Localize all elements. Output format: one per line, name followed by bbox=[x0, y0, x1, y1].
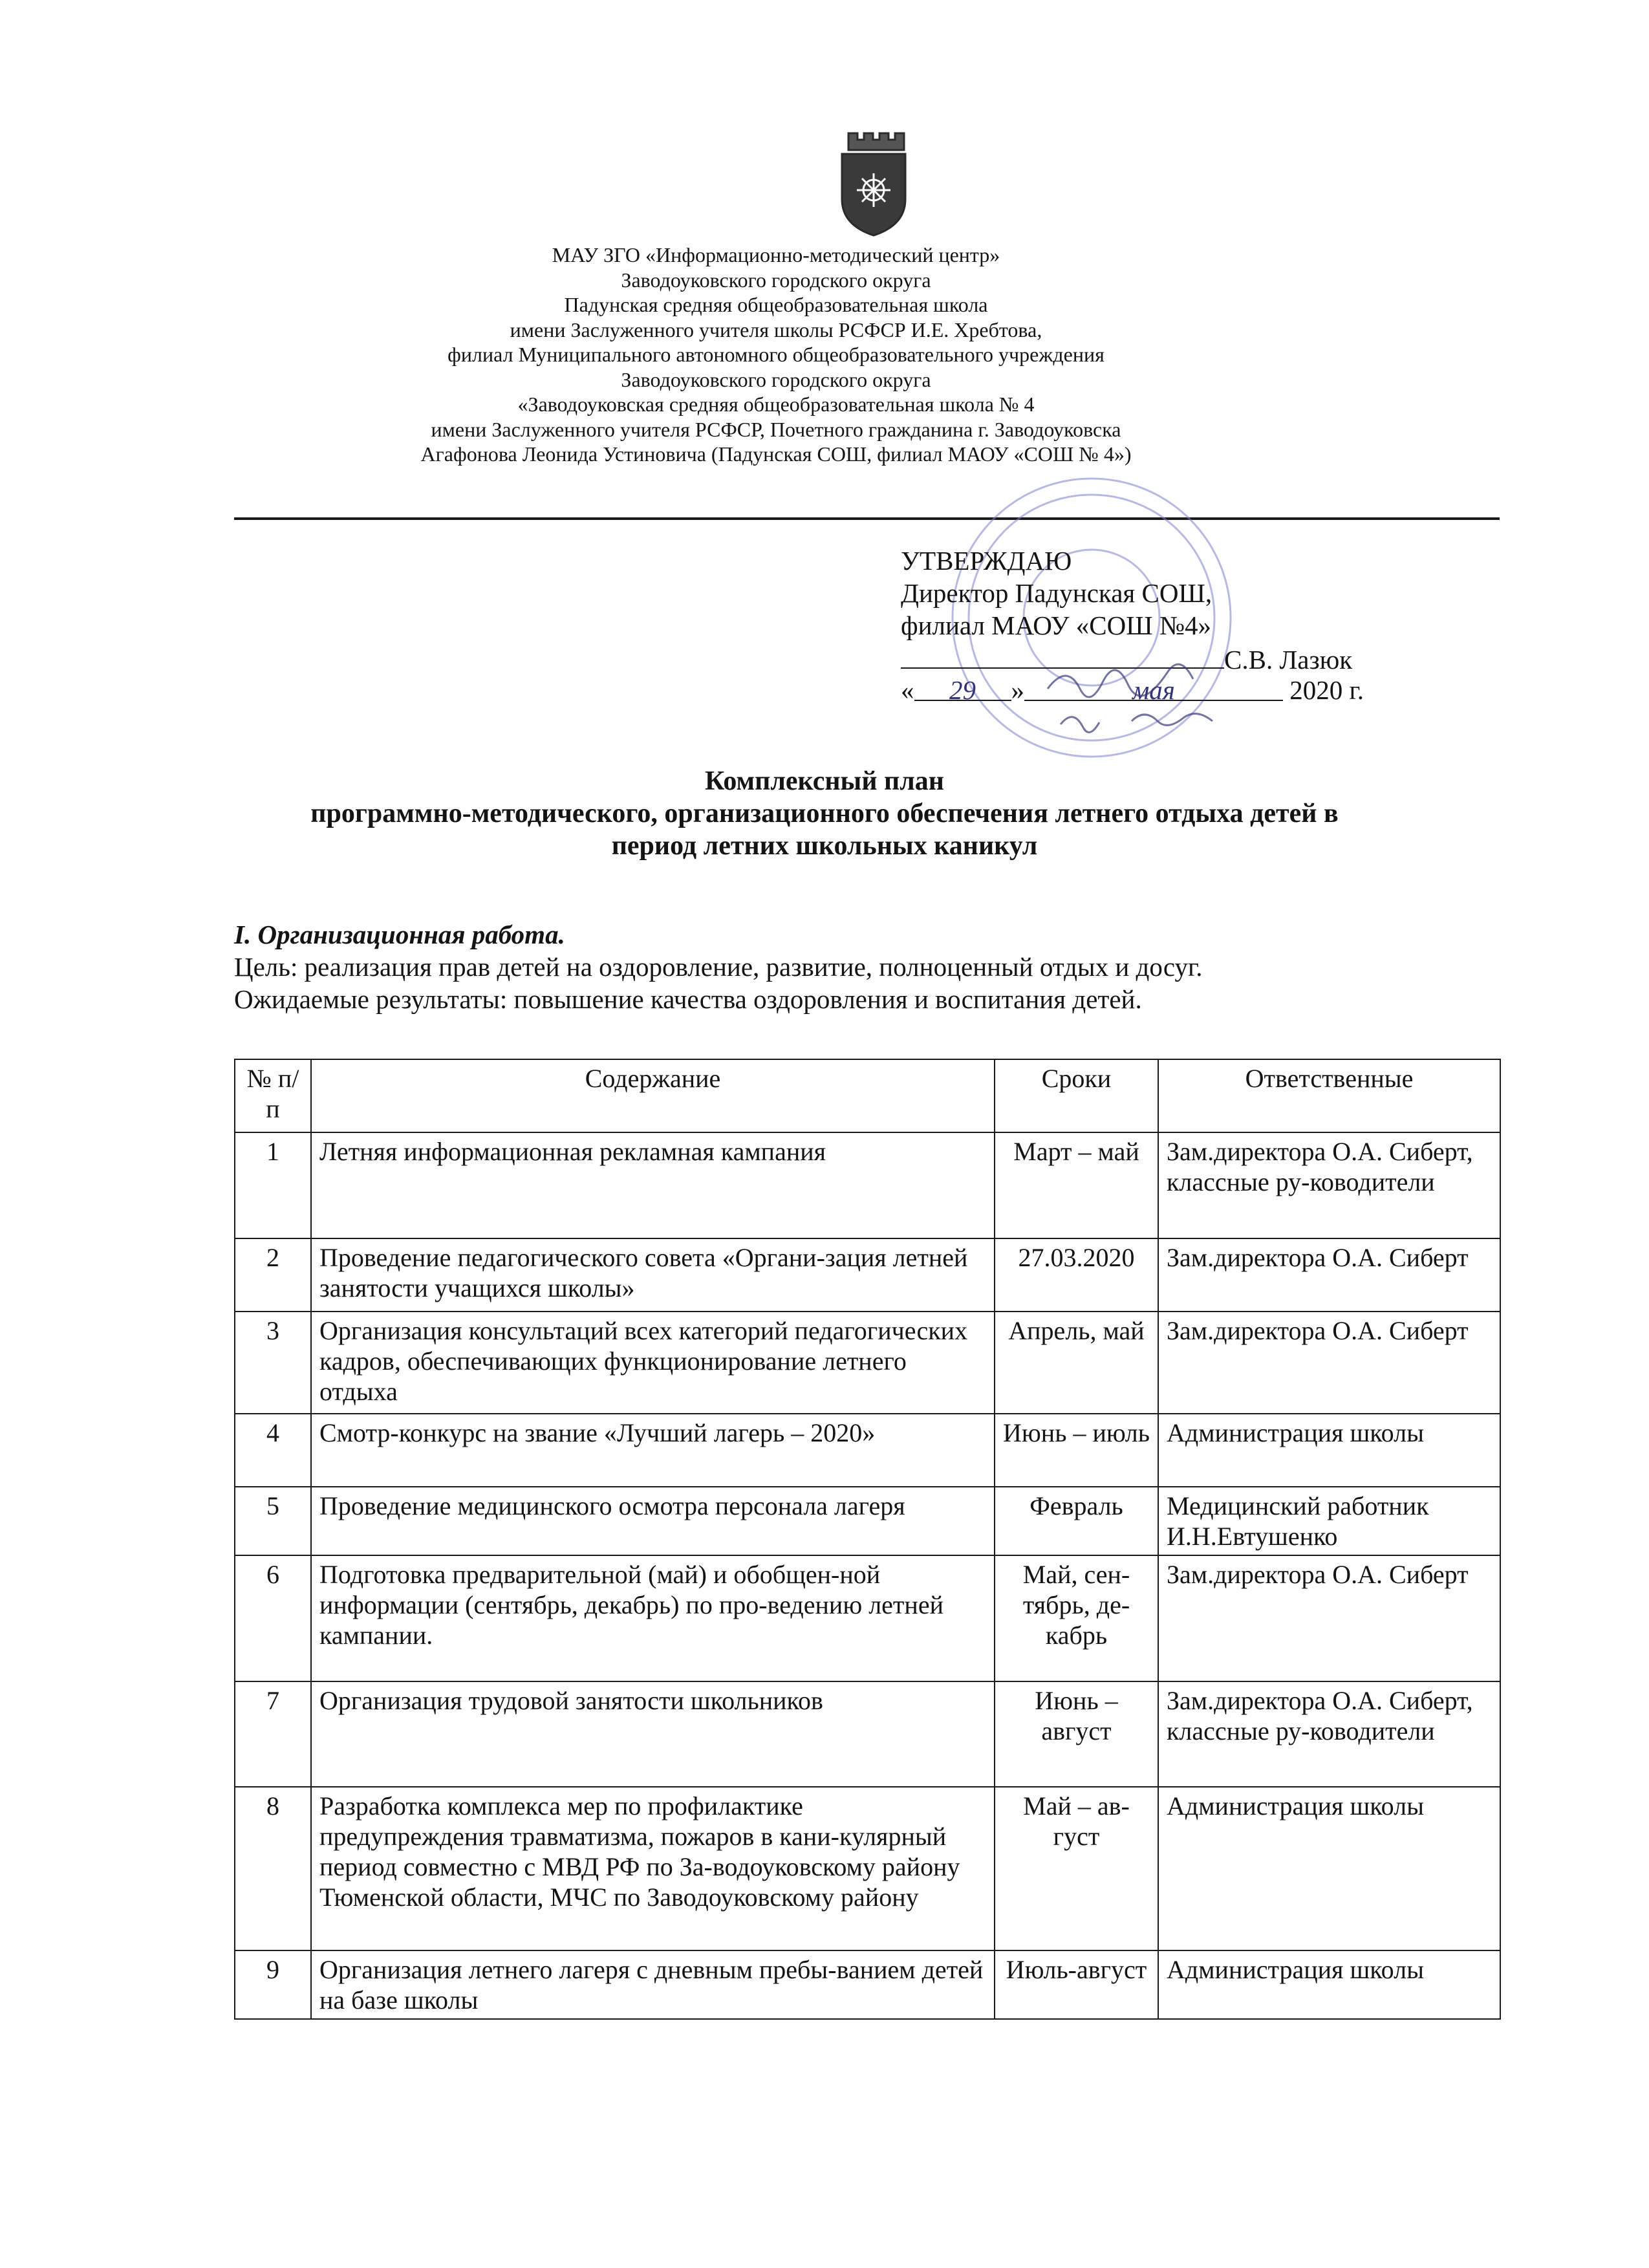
row-num: 3 bbox=[235, 1312, 311, 1414]
row-content: Организация трудовой занятости школьников bbox=[311, 1681, 995, 1787]
table-row bbox=[235, 1132, 1500, 1238]
row-date: Март – май bbox=[995, 1132, 1158, 1238]
coat-of-arms-emblem bbox=[834, 128, 913, 238]
table-header-row bbox=[235, 1059, 1500, 1132]
title-line-2: программно-методического, организационного обеспечения летнего отдыха детей в bbox=[310, 799, 1339, 828]
approver-position: Директор Падунская СОШ, bbox=[901, 578, 1212, 608]
row-content: Организация летнего лагеря с дневным пребы-ванием детей на базе школы bbox=[311, 1950, 995, 2019]
row-resp: Медицинский работник И.Н.Евтушенко bbox=[1158, 1487, 1500, 1555]
table-row bbox=[235, 1414, 1500, 1487]
header-line: Падунская средняя общеобразовательная школа bbox=[564, 293, 988, 316]
approver-name: С.В. Лазюк bbox=[1224, 645, 1353, 675]
row-resp: Зам.директора О.А. Сиберт, классные ру-ководители bbox=[1158, 1132, 1500, 1238]
header-line: Заводоуковского городского округа bbox=[621, 367, 931, 391]
row-resp: Зам.директора О.А. Сиберт, классные ру-ководители bbox=[1158, 1681, 1500, 1787]
section-intro bbox=[234, 918, 1203, 1015]
header-date: Сроки bbox=[995, 1059, 1158, 1132]
table-row bbox=[235, 1312, 1500, 1414]
row-num: 5 bbox=[235, 1487, 311, 1555]
header-line: Агафонова Леонида Устиновича (Падунская СОШ, филиал МАОУ «СОШ № 4») bbox=[420, 442, 1132, 466]
row-content: Подготовка предварительной (май) и обобщен-ной информации (сентябрь, декабрь) по про-ведению летней кампании. bbox=[311, 1555, 995, 1681]
row-content: Проведение медицинского осмотра персонала лагеря bbox=[311, 1487, 995, 1555]
header-line: «Заводоуковская средняя общеобразовательная школа № 4 bbox=[517, 393, 1035, 416]
header-line: имени Заслуженного учителя РСФСР, Почетного гражданина г. Заводоуковска bbox=[431, 417, 1121, 441]
row-resp: Администрация школы bbox=[1158, 1950, 1500, 2019]
table-row bbox=[235, 1555, 1500, 1681]
row-resp: Администрация школы bbox=[1158, 1787, 1500, 1950]
row-num: 7 bbox=[235, 1681, 311, 1787]
row-content: Проведение педагогического совета «Органи-зация летней занятости учащихся школы» bbox=[311, 1238, 995, 1312]
header-content: Содержание bbox=[311, 1059, 995, 1132]
header-resp: Ответственные bbox=[1158, 1059, 1500, 1132]
row-num: 6 bbox=[235, 1555, 311, 1681]
row-num: 2 bbox=[235, 1238, 311, 1312]
row-date: Февраль bbox=[995, 1487, 1158, 1555]
section-heading: I. Организационная работа. bbox=[234, 920, 565, 949]
date-year: 2020 г. bbox=[1289, 675, 1364, 705]
row-num: 4 bbox=[235, 1414, 311, 1487]
handwritten-signature bbox=[1035, 643, 1293, 740]
section-goal: Цель: реализация прав детей на оздоровление, развитие, полноценный отдых и досуг. bbox=[234, 952, 1203, 982]
table-row bbox=[235, 1238, 1500, 1312]
row-resp: Зам.директора О.А. Сиберт bbox=[1158, 1555, 1500, 1681]
header-num: № п/п bbox=[235, 1059, 311, 1132]
row-date: Июнь – август bbox=[995, 1681, 1158, 1787]
table-row bbox=[235, 1787, 1500, 1950]
title-line-1: Комплексный план bbox=[704, 766, 945, 796]
header-line: имени Заслуженного учителя школы РСФСР И.Е. Хребтова, bbox=[510, 318, 1042, 341]
document-title bbox=[162, 765, 1487, 862]
date-day: 29 bbox=[914, 674, 1011, 701]
row-content: Смотр-конкурс на звание «Лучший лагерь – 2020» bbox=[311, 1414, 995, 1487]
row-date: Май, сен-тябрь, де-кабрь bbox=[995, 1555, 1158, 1681]
header-line: Заводоуковского городского округа bbox=[621, 268, 931, 292]
table-row bbox=[235, 1487, 1500, 1555]
header-divider bbox=[234, 517, 1500, 520]
row-date: 27.03.2020 bbox=[995, 1238, 1158, 1312]
table-row bbox=[235, 1950, 1500, 2019]
table-row bbox=[235, 1681, 1500, 1787]
row-content: Разработка комплекса мер по профилактике предупреждения травматизма, пожаров в кани-кулярный период совместно с МВД РФ по За-водоуковскому району Тюменской области, МЧС по Заводоуковскому району bbox=[311, 1787, 995, 1950]
row-date: Июнь – июль bbox=[995, 1414, 1158, 1487]
title-line-3: период летних школьных каникул bbox=[611, 831, 1038, 861]
section-results: Ожидаемые результаты: повышение качества оздоровления и воспитания детей. bbox=[234, 984, 1142, 1014]
row-date: Апрель, май bbox=[995, 1312, 1158, 1414]
row-content: Организация консультаций всех категорий педагогических кадров, обеспечивающих функционирование летнего отдыха bbox=[311, 1312, 995, 1414]
header-line: МАУ ЗГО «Информационно-методический центр» bbox=[552, 243, 1000, 266]
row-resp: Администрация школы bbox=[1158, 1414, 1500, 1487]
quote-open: « bbox=[901, 675, 914, 705]
organization-header bbox=[194, 243, 1358, 467]
row-num: 1 bbox=[235, 1132, 311, 1238]
header-line: филиал Муниципального автономного общеобразовательного учреждения bbox=[447, 343, 1105, 366]
row-resp: Зам.директора О.А. Сиберт bbox=[1158, 1238, 1500, 1312]
plan-table bbox=[234, 1059, 1501, 2020]
row-num: 9 bbox=[235, 1950, 311, 2019]
approve-label: УТВЕРЖДАЮ bbox=[901, 546, 1072, 576]
row-date: Июль-август bbox=[995, 1950, 1158, 2019]
row-content: Летняя информационная рекламная кампания bbox=[311, 1132, 995, 1238]
row-date: Май – ав-густ bbox=[995, 1787, 1158, 1950]
quote-close: » bbox=[1011, 675, 1024, 705]
approver-branch: филиал МАОУ «СОШ №4» bbox=[901, 610, 1211, 640]
row-num: 8 bbox=[235, 1787, 311, 1950]
date-month: мая bbox=[1024, 674, 1283, 701]
row-resp: Зам.директора О.А. Сиберт bbox=[1158, 1312, 1500, 1414]
